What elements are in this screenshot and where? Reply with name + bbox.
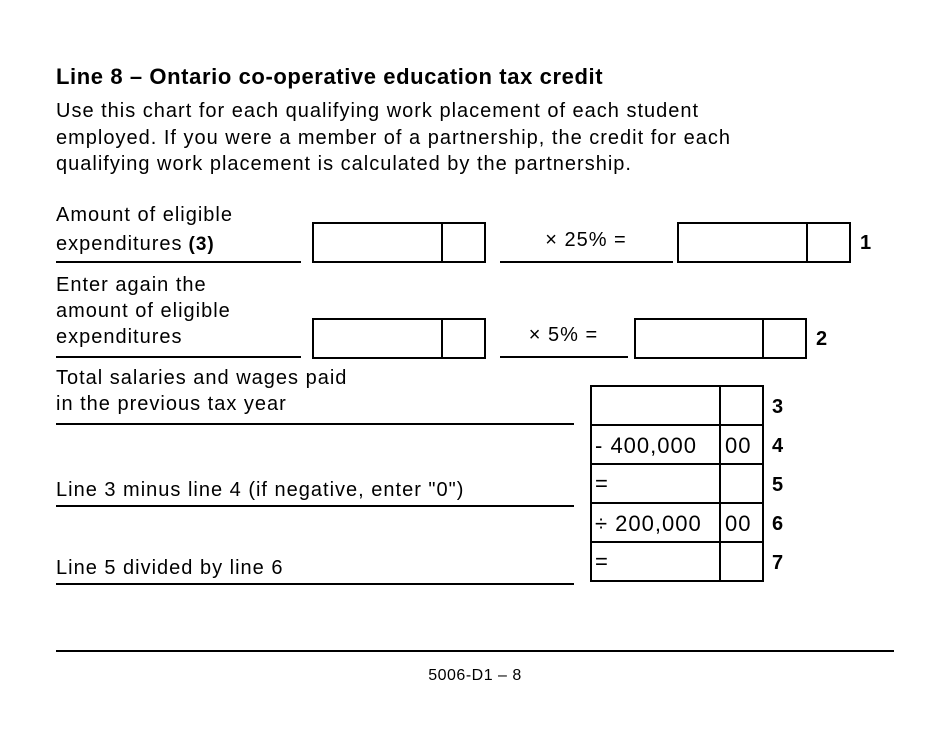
section-title: Line 8 – Ontario co-operative education tax credit xyxy=(56,64,604,89)
line7-label: Line 5 divided by line 6 xyxy=(56,557,284,579)
line2-operator-rule xyxy=(500,356,628,358)
cents-divider xyxy=(441,320,443,357)
line1-result-box[interactable] xyxy=(677,222,851,263)
line5-result-box[interactable] xyxy=(590,463,764,504)
cents-divider xyxy=(719,543,721,580)
line2-label-b: amount of eligible xyxy=(56,300,231,322)
line5-label: Line 3 minus line 4 (if negative, enter "0") xyxy=(56,479,465,501)
line7-label-rule xyxy=(56,583,574,585)
line7-result-box[interactable] xyxy=(590,541,764,582)
line3-input-box[interactable] xyxy=(590,385,764,426)
line1-label-b: expenditures xyxy=(56,233,183,255)
footer-rule xyxy=(56,650,894,652)
line2-label xyxy=(56,272,231,350)
line2-label-c: expenditures xyxy=(56,326,183,348)
line7-equals: = xyxy=(595,549,609,574)
line6-cents: 00 xyxy=(725,511,752,536)
line1-operator: × 25% = xyxy=(545,229,627,251)
footnote-ref: (3) xyxy=(188,234,215,255)
line7-number: 7 xyxy=(772,552,784,574)
intro-line: employed. If you were a member of a partnership, the credit for each xyxy=(56,126,731,149)
line6-dollars: ÷ 200,000 xyxy=(595,511,702,536)
cents-divider xyxy=(719,465,721,502)
line3-label-a: Total salaries and wages paid xyxy=(56,367,348,389)
line2-label-rule xyxy=(56,356,301,358)
cents-divider xyxy=(719,504,721,541)
line3-label-b: in the previous tax year xyxy=(56,393,287,415)
line4-amount-box xyxy=(590,424,764,465)
intro-line: Use this chart for each qualifying work placement of each student xyxy=(56,100,700,122)
cents-divider xyxy=(806,224,808,261)
intro-line: qualifying work placement is calculated by the partnership. xyxy=(56,153,632,175)
line1-label-b-row xyxy=(56,231,233,258)
line1-number: 1 xyxy=(860,232,872,254)
line6-amount-box xyxy=(590,502,764,543)
line2-result-box[interactable] xyxy=(634,318,807,359)
form-code: 5006-D1 – 8 xyxy=(428,667,522,684)
line2-number: 2 xyxy=(816,328,828,350)
line2-input-box[interactable] xyxy=(312,318,486,359)
line5-number: 5 xyxy=(772,474,784,496)
line4-cents: 00 xyxy=(725,433,752,458)
line2-operator: × 5% = xyxy=(528,324,599,346)
line6-number: 6 xyxy=(772,513,784,535)
cents-divider xyxy=(719,426,721,463)
cents-divider xyxy=(719,387,721,424)
line1-label-a: Amount of eligible xyxy=(56,204,233,226)
cents-divider xyxy=(441,224,443,261)
cents-divider xyxy=(762,320,764,357)
line5-equals: = xyxy=(595,471,609,496)
line1-label-rule xyxy=(56,261,301,263)
line3-number: 3 xyxy=(772,396,784,418)
line3-label-rule xyxy=(56,423,574,425)
line1-label xyxy=(56,202,233,258)
line1-operator-rule xyxy=(500,261,673,263)
line4-dollars: - 400,000 xyxy=(595,433,697,458)
line1-input-box[interactable] xyxy=(312,222,486,263)
intro-paragraph xyxy=(56,98,916,178)
line2-label-a: Enter again the xyxy=(56,274,207,296)
line5-label-rule xyxy=(56,505,574,507)
line3-label xyxy=(56,365,347,417)
line4-number: 4 xyxy=(772,435,784,457)
